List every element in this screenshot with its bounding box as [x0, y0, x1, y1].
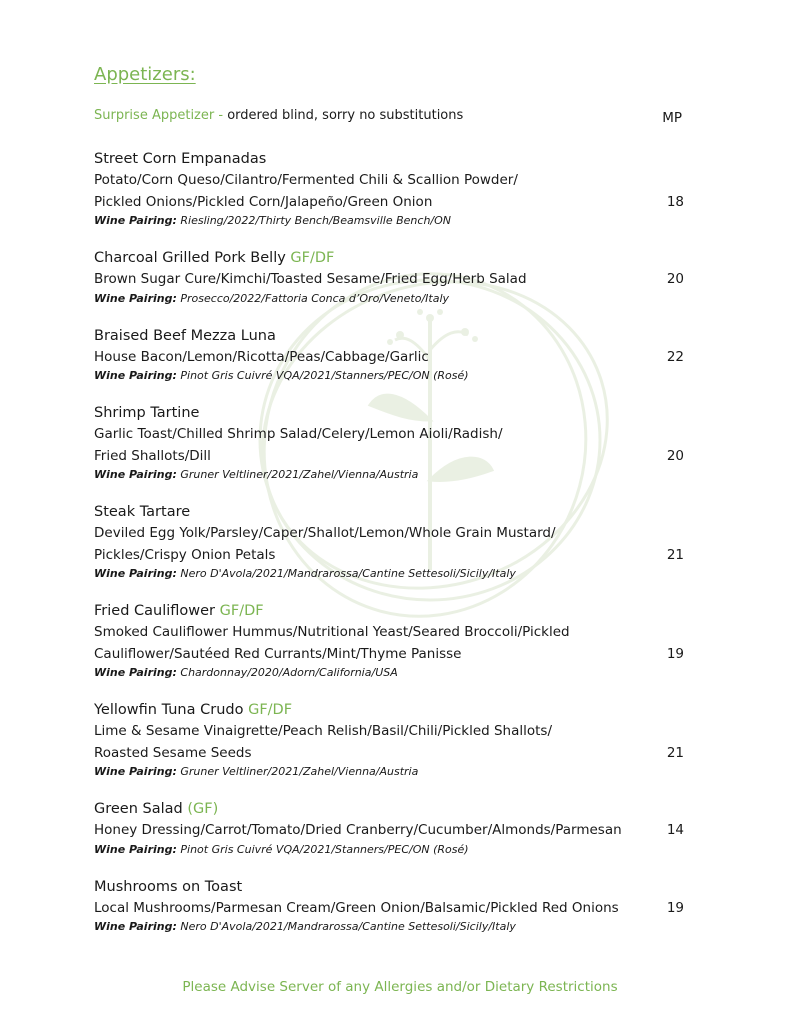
item-description	[94, 269, 527, 291]
item-name: Steak Tartare	[94, 504, 191, 520]
item-price: 22	[666, 348, 684, 365]
item-description	[94, 820, 622, 842]
menu-item	[94, 799, 684, 858]
wine-pairing-label: Wine Pairing:	[94, 765, 177, 778]
wine-pairing-label: Wine Pairing:	[94, 920, 177, 933]
item-name: Green Salad	[94, 801, 183, 817]
menu-item	[94, 502, 684, 582]
menu-item	[94, 149, 684, 229]
surprise-appetizer-price: MP	[662, 110, 682, 126]
item-title	[94, 877, 684, 898]
menu-item	[94, 326, 684, 385]
item-price: 21	[666, 744, 684, 761]
wine-pairing-value: Pinot Gris Cuivré VQA/2021/Stanners/PEC/ON (Rosé)	[180, 369, 469, 382]
item-name: Yellowfin Tuna Crudo	[94, 702, 244, 718]
item-price: 18	[666, 193, 684, 210]
allergy-notice: Please Advise Server of any Allergies and/or Dietary Restrictions	[182, 979, 618, 995]
dietary-tag: GF/DF	[290, 250, 335, 266]
item-description-line: Fried Shallots/Dill	[94, 447, 211, 464]
item-name: Fried Cauliflower	[94, 603, 216, 619]
item-title	[94, 700, 684, 721]
item-description-line: Local Mushrooms/Parmesan Cream/Green Onion/Balsamic/Pickled Red Onions	[94, 899, 619, 916]
item-description-row	[94, 721, 684, 764]
wine-pairing	[94, 291, 684, 307]
item-description-row	[94, 622, 684, 665]
item-name: Mushrooms on Toast	[94, 878, 243, 895]
item-price: 21	[666, 546, 684, 563]
wine-pairing-label: Wine Pairing:	[94, 468, 177, 481]
item-price: 20	[666, 271, 684, 287]
dietary-tag: GF/DF	[248, 702, 293, 718]
item-description-line: Lime & Sesame Vinaigrette/Peach Relish/Basil/Chili/Pickled Shallots/	[94, 723, 553, 739]
wine-pairing-label: Wine Pairing:	[94, 666, 177, 679]
wine-pairing-value: Gruner Veltliner/2021/Zahel/Vienna/Austria	[180, 468, 419, 481]
item-description-row	[94, 269, 684, 291]
item-description	[94, 347, 429, 369]
item-name: Charcoal Grilled Pork Belly	[94, 250, 286, 266]
item-description-line: Garlic Toast/Chilled Shrimp Salad/Celery/Lemon Aioli/Radish/	[94, 426, 503, 442]
section-heading: Appetizers:	[94, 64, 196, 85]
menu-item	[94, 877, 684, 936]
item-price: 14	[666, 822, 684, 838]
item-description	[94, 170, 518, 213]
item-price: 19	[666, 899, 684, 916]
item-description-line: Deviled Egg Yolk/Parsley/Caper/Shallot/Lemon/Whole Grain Mustard/	[94, 525, 556, 541]
item-title	[94, 149, 684, 170]
item-description-line: Honey Dressing/Carrot/Tomato/Dried Cranberry/Cucumber/Almonds/Parmesan	[94, 822, 622, 838]
item-price: 20	[666, 447, 684, 464]
wine-pairing	[94, 764, 684, 780]
wine-pairing-value: Pinot Gris Cuivré VQA/2021/Stanners/PEC/ON (Rosé)	[180, 842, 469, 856]
item-title	[94, 326, 684, 347]
item-description-row	[94, 347, 684, 369]
wine-pairing-label: Wine Pairing:	[94, 291, 177, 305]
item-description	[94, 622, 570, 665]
menu-item	[94, 248, 684, 307]
menu-item	[94, 700, 684, 780]
menu-items	[94, 149, 684, 954]
wine-pairing-label: Wine Pairing:	[94, 567, 177, 580]
surprise-appetizer	[94, 108, 682, 126]
item-description	[94, 523, 556, 566]
wine-pairing	[94, 919, 684, 935]
item-description-line: Smoked Cauliflower Hummus/Nutritional Yeast/Seared Broccoli/Pickled	[94, 624, 570, 640]
surprise-appetizer-note: ordered blind, sorry no substitutions	[227, 108, 464, 123]
wine-pairing	[94, 665, 684, 681]
item-title	[94, 799, 684, 820]
wine-pairing-label: Wine Pairing:	[94, 369, 177, 382]
item-title	[94, 248, 684, 269]
item-title	[94, 502, 684, 523]
item-price: 19	[666, 645, 684, 662]
item-description	[94, 898, 619, 920]
item-description-row	[94, 820, 684, 842]
item-name: Shrimp Tartine	[94, 405, 200, 421]
wine-pairing	[94, 213, 684, 229]
item-description-line: Roasted Sesame Seeds	[94, 744, 252, 761]
item-description	[94, 721, 552, 764]
item-description-row	[94, 424, 684, 467]
wine-pairing-label: Wine Pairing:	[94, 842, 177, 856]
item-description-row	[94, 170, 684, 213]
wine-pairing	[94, 842, 684, 858]
item-description-row	[94, 898, 684, 920]
wine-pairing-value: Chardonnay/2020/Adorn/California/USA	[180, 666, 398, 679]
item-description-line: Cauliflower/Sautéed Red Currants/Mint/Thyme Panisse	[94, 645, 462, 662]
wine-pairing-value: Nero D'Avola/2021/Mandrarossa/Cantine Settesoli/Sicily/Italy	[180, 567, 516, 580]
item-description-line: Potato/Corn Queso/Cilantro/Fermented Chili & Scallion Powder/	[94, 172, 518, 188]
wine-pairing-label: Wine Pairing:	[94, 214, 177, 227]
item-name: Braised Beef Mezza Luna	[94, 327, 276, 344]
item-description-line: Brown Sugar Cure/Kimchi/Toasted Sesame/Fried Egg/Herb Salad	[94, 271, 527, 287]
item-description	[94, 424, 503, 467]
item-description-line: Pickles/Crispy Onion Petals	[94, 546, 276, 563]
item-description-line: Pickled Onions/Pickled Corn/Jalapeño/Green Onion	[94, 193, 433, 210]
item-title	[94, 403, 684, 424]
wine-pairing-value: Gruner Veltliner/2021/Zahel/Vienna/Austria	[180, 765, 419, 778]
surprise-appetizer-name: Surprise Appetizer -	[94, 108, 228, 123]
dietary-tag: (GF)	[187, 801, 219, 817]
wine-pairing-value: Prosecco/2022/Fattoria Conca d’Oro/Veneto/Italy	[180, 291, 450, 305]
wine-pairing-value: Nero D'Avola/2021/Mandrarossa/Cantine Settesoli/Sicily/Italy	[180, 920, 516, 933]
wine-pairing	[94, 467, 684, 483]
wine-pairing	[94, 368, 684, 384]
item-title	[94, 601, 684, 622]
item-description-row	[94, 523, 684, 566]
menu-item	[94, 403, 684, 483]
dietary-tag: GF/DF	[219, 603, 264, 619]
wine-pairing-value: Riesling/2022/Thirty Bench/Beamsville Bench/ON	[180, 214, 452, 227]
wine-pairing	[94, 566, 684, 582]
item-name: Street Corn Empanadas	[94, 151, 267, 167]
item-description-line: House Bacon/Lemon/Ricotta/Peas/Cabbage/Garlic	[94, 348, 429, 365]
menu-item	[94, 601, 684, 681]
